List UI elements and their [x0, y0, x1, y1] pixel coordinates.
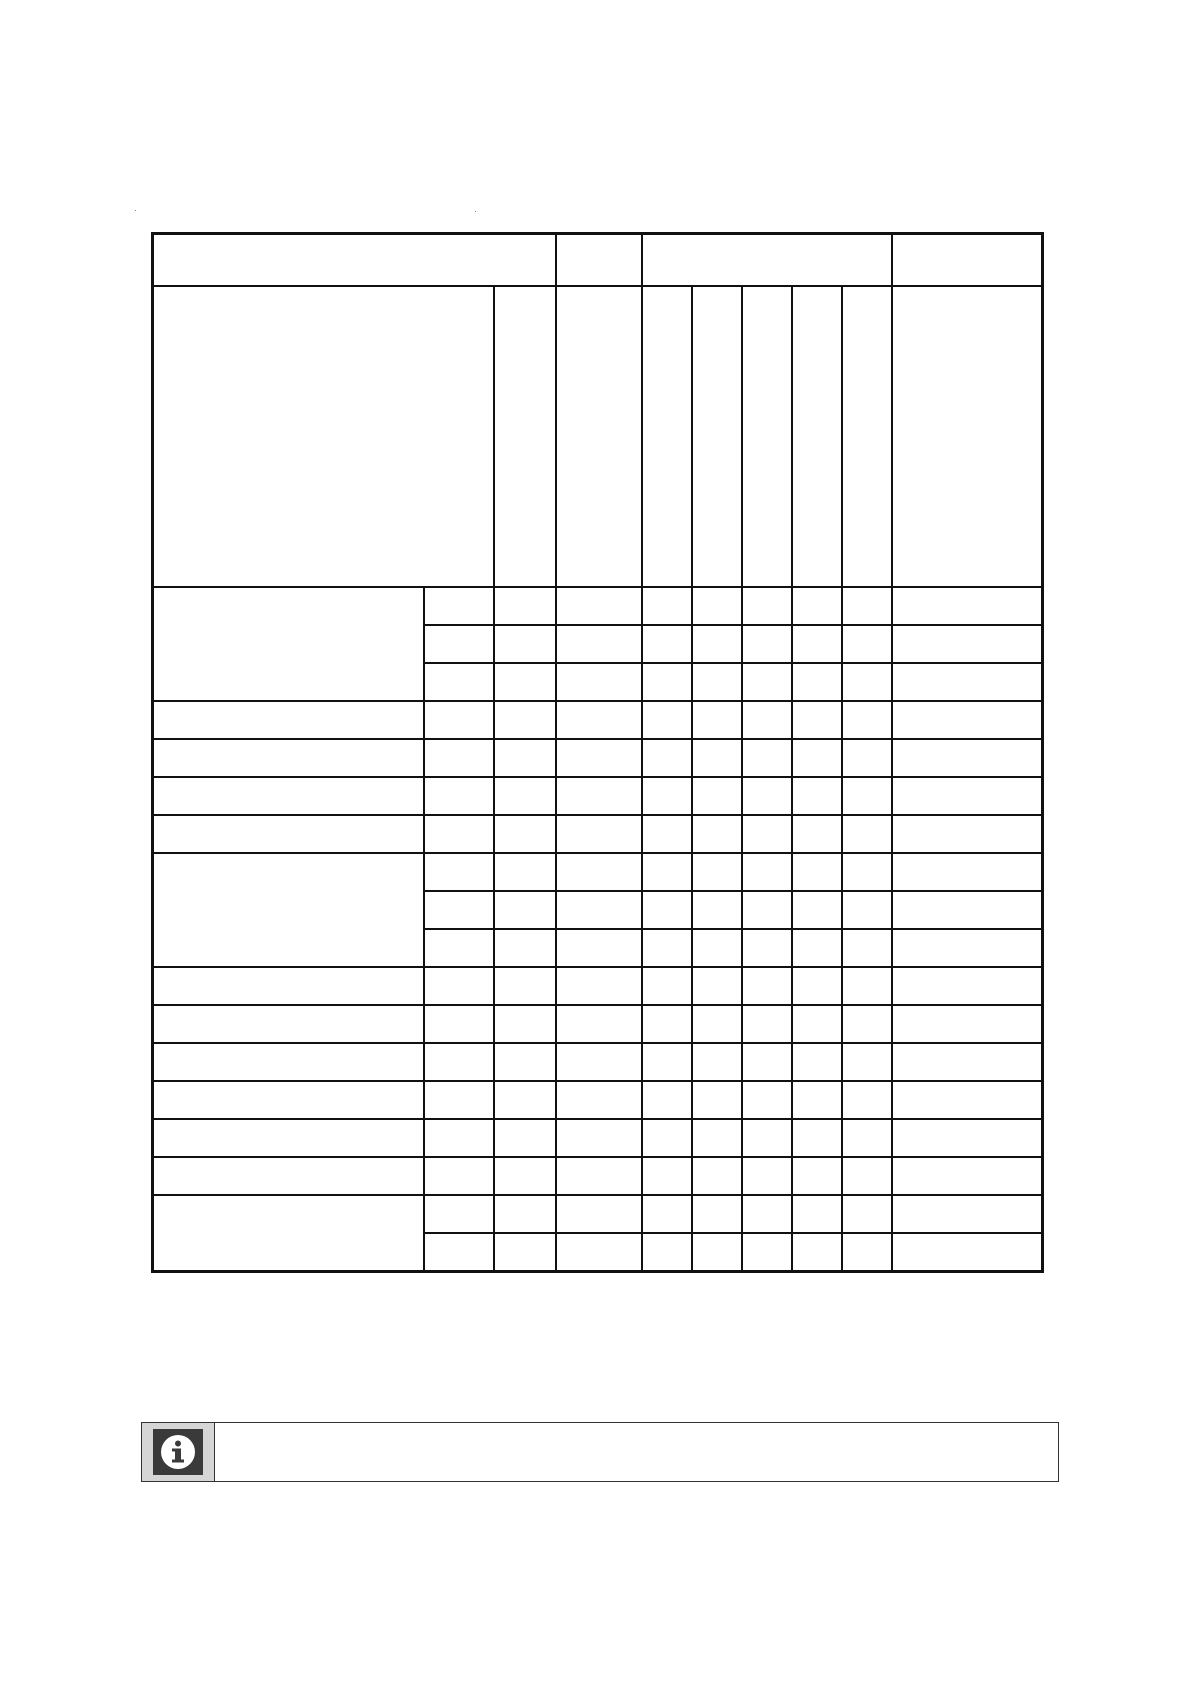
table-row [153, 1005, 1043, 1043]
table-cell [792, 625, 842, 663]
table-cell [153, 1005, 424, 1043]
table-cell [556, 891, 642, 929]
table-group-cell [153, 853, 424, 967]
table-cell [556, 929, 642, 967]
table-cell [642, 739, 692, 777]
table-cell [494, 815, 556, 853]
table-cell [642, 1157, 692, 1195]
table-cell [424, 967, 494, 1005]
table-header-row [153, 234, 1043, 287]
table-cell [692, 1195, 742, 1233]
table-cell [153, 1043, 424, 1081]
table-cell [153, 1119, 424, 1157]
table-cell [742, 1233, 792, 1272]
table-cell [792, 1195, 842, 1233]
info-note-text [215, 1423, 1058, 1481]
table-cell [742, 1157, 792, 1195]
table-header-cell [892, 234, 1043, 287]
table-cell [842, 739, 892, 777]
table-cell [494, 1081, 556, 1119]
table-cell [424, 625, 494, 663]
table-cell [556, 1081, 642, 1119]
table-cell [742, 815, 792, 853]
table-cell [424, 853, 494, 891]
table-cell [556, 1119, 642, 1157]
table-cell [494, 777, 556, 815]
table-cell [642, 663, 692, 701]
table-cell [494, 625, 556, 663]
table-cell [792, 777, 842, 815]
table-cell [742, 701, 792, 739]
table-cell [642, 625, 692, 663]
table-cell [892, 1081, 1043, 1119]
table-cell [556, 1043, 642, 1081]
table-cell [792, 815, 842, 853]
table-cell [642, 891, 692, 929]
info-note-box [141, 1422, 1059, 1482]
table-cell [424, 1119, 494, 1157]
table-cell [792, 587, 842, 625]
table-subheader-cell [642, 286, 692, 587]
table-row [153, 739, 1043, 777]
table-cell [692, 663, 742, 701]
table-cell [642, 1081, 692, 1119]
table-header-cell [153, 234, 556, 287]
table-cell [842, 853, 892, 891]
table-cell [692, 891, 742, 929]
table-cell [424, 739, 494, 777]
table-cell [692, 1081, 742, 1119]
table-cell [892, 1005, 1043, 1043]
table-cell [792, 1081, 842, 1119]
table-cell [692, 967, 742, 1005]
table-cell [642, 815, 692, 853]
table-cell [692, 1119, 742, 1157]
table-cell [642, 1043, 692, 1081]
table-group-cell [153, 587, 424, 701]
table-subheader-cell [742, 286, 792, 587]
table-cell [153, 777, 424, 815]
table-cell [556, 1233, 642, 1272]
table-cell [424, 815, 494, 853]
table-cell [642, 777, 692, 815]
table-cell [842, 1119, 892, 1157]
table-cell [424, 929, 494, 967]
empty-grid-table [151, 232, 1044, 1273]
table-cell [494, 1119, 556, 1157]
table-cell [842, 1233, 892, 1272]
table-cell [892, 1195, 1043, 1233]
table-cell [692, 1043, 742, 1081]
table-cell [556, 815, 642, 853]
table-cell [642, 1005, 692, 1043]
table-subheader-cell [556, 286, 642, 587]
table-cell [692, 777, 742, 815]
table-cell [692, 587, 742, 625]
table-cell [842, 701, 892, 739]
table-cell [692, 701, 742, 739]
table-cell [494, 663, 556, 701]
table-cell [153, 967, 424, 1005]
table-cell [742, 853, 792, 891]
table-cell [692, 815, 742, 853]
table-subheader-cell [494, 286, 556, 587]
table-cell [494, 1043, 556, 1081]
table-header-cell [642, 234, 892, 287]
table-row [153, 815, 1043, 853]
table-cell [842, 815, 892, 853]
table-cell [792, 701, 842, 739]
table-cell [494, 891, 556, 929]
table-cell [494, 1157, 556, 1195]
table-cell [742, 1043, 792, 1081]
table-cell [842, 777, 892, 815]
table-cell [424, 1233, 494, 1272]
table-cell [494, 1005, 556, 1043]
table-cell [742, 891, 792, 929]
table-cell [642, 701, 692, 739]
table-row [153, 587, 1043, 625]
table-cell [556, 663, 642, 701]
table-cell [792, 1119, 842, 1157]
table-cell [792, 663, 842, 701]
table-row [153, 1157, 1043, 1195]
table-cell [556, 967, 642, 1005]
table-cell [792, 1233, 842, 1272]
table-cell [153, 1157, 424, 1195]
table-row [153, 1043, 1043, 1081]
info-icon-cell [142, 1423, 215, 1481]
table-cell [792, 739, 842, 777]
table-cell [892, 777, 1043, 815]
table-cell [556, 739, 642, 777]
table-cell [153, 815, 424, 853]
table-cell [892, 1119, 1043, 1157]
table-cell [892, 587, 1043, 625]
table-cell [742, 1005, 792, 1043]
table-cell [842, 663, 892, 701]
table-cell [494, 587, 556, 625]
table-row [153, 967, 1043, 1005]
table-cell [792, 1005, 842, 1043]
table-cell [742, 625, 792, 663]
table-subheader-cell [153, 286, 494, 587]
table-cell [792, 929, 842, 967]
table-cell [892, 1233, 1043, 1272]
table-cell [742, 587, 792, 625]
table-cell [892, 891, 1043, 929]
table-row [153, 701, 1043, 739]
table-cell [494, 967, 556, 1005]
table-cell [556, 853, 642, 891]
table-cell [424, 701, 494, 739]
table-cell [892, 701, 1043, 739]
table-cell [842, 891, 892, 929]
table-cell [892, 1043, 1043, 1081]
table-cell [692, 1233, 742, 1272]
table-cell [842, 1043, 892, 1081]
info-icon [153, 1429, 203, 1475]
table-cell [892, 663, 1043, 701]
table-cell [692, 929, 742, 967]
table-cell [842, 1005, 892, 1043]
table-cell [494, 853, 556, 891]
table-row [153, 1081, 1043, 1119]
table-subheader-cell [792, 286, 842, 587]
table-cell [792, 891, 842, 929]
table-cell [494, 739, 556, 777]
table-cell [842, 625, 892, 663]
table-cell [424, 663, 494, 701]
table-row [153, 1119, 1043, 1157]
table-cell [742, 739, 792, 777]
table-cell [892, 967, 1043, 1005]
table-cell [153, 739, 424, 777]
table-cell [742, 1119, 792, 1157]
table-cell [556, 1195, 642, 1233]
table-cell [742, 663, 792, 701]
table-cell [424, 1195, 494, 1233]
table-cell [892, 625, 1043, 663]
table-cell [742, 967, 792, 1005]
table-row [153, 777, 1043, 815]
table-group-cell [153, 1195, 424, 1272]
table-cell [842, 1081, 892, 1119]
table-subheader-row [153, 286, 1043, 587]
table-cell [842, 967, 892, 1005]
table-cell [424, 777, 494, 815]
table-cell [892, 853, 1043, 891]
table-cell [424, 1043, 494, 1081]
table-cell [692, 1005, 742, 1043]
table-cell [692, 853, 742, 891]
table-cell [792, 1043, 842, 1081]
table-cell [494, 1233, 556, 1272]
table-cell [494, 701, 556, 739]
table-cell [642, 967, 692, 1005]
table-cell [642, 1233, 692, 1272]
table-cell [892, 739, 1043, 777]
table-cell [424, 891, 494, 929]
table-cell [642, 929, 692, 967]
table-cell [556, 625, 642, 663]
table-cell [792, 1157, 842, 1195]
table-cell [556, 1005, 642, 1043]
table-cell [556, 777, 642, 815]
scan-speck [475, 211, 476, 212]
table-cell [892, 815, 1043, 853]
table-cell [153, 701, 424, 739]
table-cell [424, 1081, 494, 1119]
table-cell [692, 739, 742, 777]
table-cell [742, 777, 792, 815]
table-cell [792, 853, 842, 891]
table-cell [153, 1081, 424, 1119]
table-cell [494, 929, 556, 967]
table-cell [842, 1195, 892, 1233]
table-cell [642, 1195, 692, 1233]
table-cell [742, 1081, 792, 1119]
table-row [153, 853, 1043, 891]
table-cell [556, 587, 642, 625]
table-cell [842, 1157, 892, 1195]
table-cell [892, 1157, 1043, 1195]
scan-speck [135, 210, 136, 211]
table-cell [742, 929, 792, 967]
table-cell [692, 1157, 742, 1195]
table-subheader-cell [692, 286, 742, 587]
table-cell [556, 1157, 642, 1195]
table-cell [642, 853, 692, 891]
table-cell [424, 1005, 494, 1043]
table-subheader-cell [842, 286, 892, 587]
table-header-cell [556, 234, 642, 287]
table-cell [892, 929, 1043, 967]
table-row [153, 1195, 1043, 1233]
table-cell [494, 1195, 556, 1233]
table-cell [424, 1157, 494, 1195]
table-cell [424, 587, 494, 625]
table-cell [556, 701, 642, 739]
table-cell [642, 587, 692, 625]
table-cell [742, 1195, 792, 1233]
table-cell [642, 1119, 692, 1157]
table-cell [692, 625, 742, 663]
table-subheader-cell [892, 286, 1043, 587]
table-cell [842, 587, 892, 625]
table-cell [792, 967, 842, 1005]
table-cell [842, 929, 892, 967]
